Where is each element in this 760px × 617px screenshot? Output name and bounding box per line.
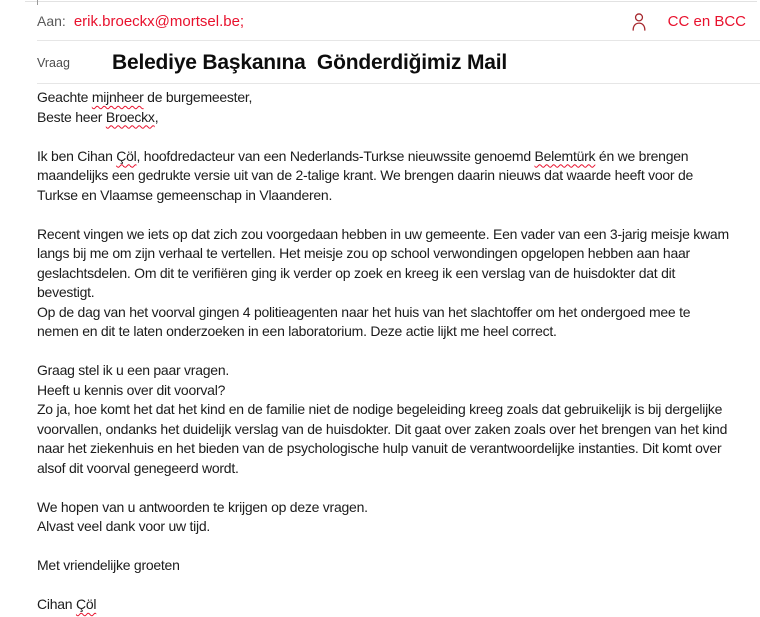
body-line [37, 517, 754, 537]
body-line [37, 576, 754, 596]
body-line [37, 205, 754, 225]
body-line [37, 459, 754, 479]
body-line [37, 127, 754, 147]
cc-bcc-link[interactable]: CC en BCC [667, 12, 746, 30]
text-run: Ik ben Cihan [37, 147, 117, 164]
text-run: voorvallen, ondanks het duidelijk verslag van de huisdokter. Dit gaat over zaken zoals over het brengen van het kind [37, 420, 728, 437]
message-body[interactable] [37, 88, 754, 617]
body-line [37, 537, 754, 557]
text-run: We hopen van u antwoorden te krijgen op deze vragen. [37, 498, 368, 515]
text-run: Geachte [37, 89, 92, 105]
body-line [37, 595, 754, 615]
text-run: Heeft u kennis over dit voorval? [37, 381, 226, 398]
recipient-row [37, 7, 746, 35]
body-line [37, 108, 754, 128]
text-run: Met vriendelijke groeten [37, 557, 180, 573]
misspelled-word: mijnheer [91, 89, 144, 105]
cc-bcc-group [630, 11, 746, 32]
body-line [37, 381, 754, 401]
misspelled-word: Broeckx [105, 108, 155, 125]
recipient-address[interactable]: erik.broeckx@mortsel.be; [73, 12, 245, 30]
body-line [37, 498, 754, 518]
body-line [37, 283, 754, 303]
body-line [37, 225, 754, 245]
divider-under-recipient [37, 40, 760, 41]
body-line [37, 556, 754, 576]
text-run: Op de dag van het voorval gingen 4 politieagenten naar het huis van het slachtoffer om het ondergoed mee te [37, 303, 691, 320]
body-line [37, 439, 754, 459]
body-line [37, 400, 754, 420]
text-run: bevestigt. [37, 284, 95, 300]
text-run: , hoofdredacteur van een Nederlands-Turkse nieuwssite genoemd [136, 147, 535, 164]
divider-under-subject [37, 83, 760, 84]
text-run: én we brengen [595, 147, 689, 164]
text-run: Alvast veel dank voor uw tijd. [37, 518, 211, 534]
text-run: Turkse en Vlaamse gemeenschap in Vlaanderen. [37, 186, 333, 203]
misspelled-word: Belemtürk [534, 147, 596, 164]
text-run: geslachtsdelen. Om dit te verifiëren ging ik verder op zoek en kreeg ik een verslag van de huisdokter dat dit [37, 264, 676, 281]
subject-label[interactable]: Vraag [37, 56, 70, 70]
text-run: de burgemeester, [143, 89, 253, 105]
text-run: , [154, 108, 159, 125]
body-line [37, 166, 754, 186]
text-run: naar het ziekenhuis en het bieden van de psychologische hulp vanuit de verantwoordelijke instanties. Dit komt over [37, 440, 722, 456]
body-line [37, 88, 754, 108]
body-line [37, 303, 754, 323]
text-run: Graag stel ik u een paar vragen. [37, 362, 230, 378]
body-line [37, 420, 754, 440]
subject-title[interactable]: Belediye Başkanına Gönderdiğimiz Mail [112, 51, 508, 74]
to-field-label[interactable]: Aan: [37, 13, 66, 29]
text-run: maandelijks een gedrukte versie uit van de 2-talige krant. We brengen daarin nieuws dat waarde heeft voor de [37, 167, 694, 183]
top-divider [25, 1, 757, 2]
contact-person-icon[interactable] [630, 11, 648, 32]
text-run: Recent vingen we iets op dat zich zou voorgedaan hebben in uw gemeente. Een vader van een 3-jarig meisje kwam [37, 225, 729, 242]
body-line [37, 342, 754, 362]
body-line [37, 147, 754, 167]
body-line [37, 186, 754, 206]
text-run: Beste heer [37, 108, 106, 125]
text-run: nemen en dit te laten onderzoeken in een laboratorium. Deze actie lijkt me heel correct. [37, 323, 557, 339]
misspelled-word: Çöl [116, 147, 137, 164]
body-line [37, 361, 754, 381]
body-line [37, 264, 754, 284]
misspelled-word: Çöl [75, 596, 97, 612]
caret-artifact [37, 0, 38, 5]
text-run: alsof dit voorval genegeerd wordt. [37, 459, 239, 476]
text-run: Cihan [37, 596, 76, 612]
text-run: langs bij me om zijn verhaal te vertellen. Het meisje zou op school verwondingen opgelopen hebben aan haar [37, 245, 690, 261]
body-line [37, 322, 754, 342]
body-line [37, 244, 754, 264]
subject-row [37, 44, 760, 82]
text-run: Zo ja, hoe komt het dat het kind en de familie niet de nodige begeleiding kreeg zoals dat gebruikelijk is bij dergelijke [37, 401, 723, 417]
body-line [37, 478, 754, 498]
